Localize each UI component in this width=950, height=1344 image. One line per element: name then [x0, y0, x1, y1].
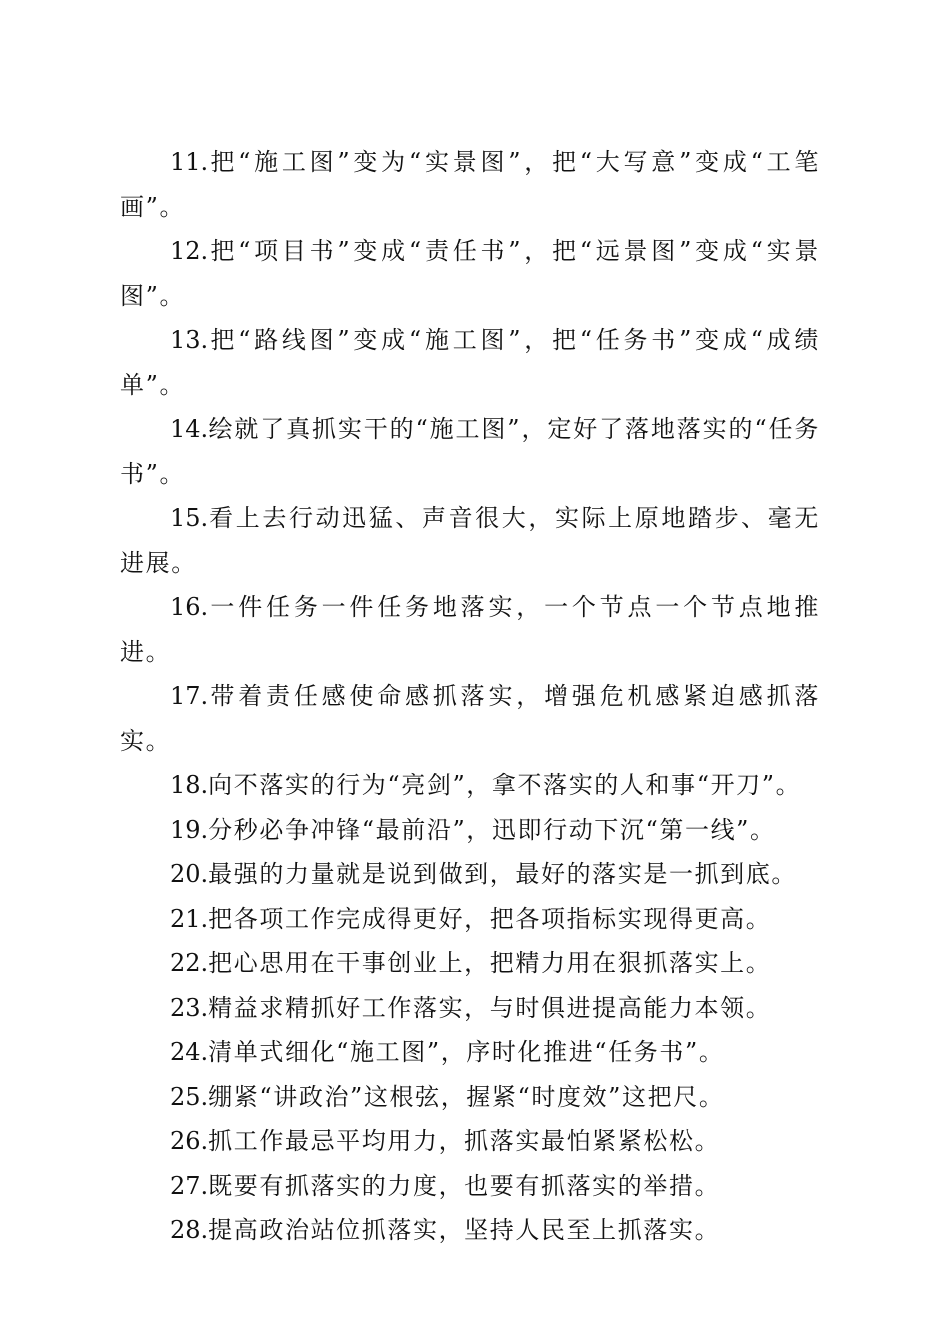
paragraph-number: 27.	[170, 1171, 209, 1200]
paragraph-text: 提高政治站位抓落实，坚持人民至上抓落实。	[208, 1216, 721, 1244]
paragraph-27	[120, 1164, 820, 1209]
paragraph-text: 向不落实的行为“亮剑”，拿不落实的人和事“开刀”。	[208, 771, 802, 799]
paragraph-number: 18.	[170, 771, 209, 799]
paragraph-16	[120, 585, 820, 674]
paragraph-21	[120, 897, 820, 942]
paragraph-15	[120, 496, 820, 585]
paragraph-number: 22.	[170, 949, 209, 977]
paragraph-text: 带着责任感使命感抓落实，增强危机感紧迫感抓落实。	[120, 682, 820, 755]
paragraph-number: 11.	[170, 148, 209, 176]
paragraph-number: 15.	[170, 504, 209, 532]
paragraph-text: 绘就了真抓实干的“施工图”，定好了落地落实的“任务书”。	[120, 415, 820, 488]
paragraph-number: 17.	[170, 682, 209, 710]
paragraph-number: 20.	[170, 860, 209, 888]
paragraph-number: 13.	[170, 326, 209, 354]
paragraph-14	[120, 407, 820, 496]
paragraph-25	[120, 1075, 820, 1120]
paragraph-text: 把“路线图”变成“施工图”，把“任务书”变成“成绩单”。	[120, 326, 820, 399]
paragraph-number: 26.	[170, 1127, 209, 1155]
paragraph-text: 看上去行动迅猛、声音很大，实际上原地踏步、毫无进展。	[120, 504, 820, 577]
paragraph-number: 24.	[170, 1038, 209, 1066]
paragraph-17	[120, 674, 820, 763]
paragraph-text: 绷紧“讲政治”这根弦，握紧“时度效”这把尺。	[208, 1082, 725, 1111]
paragraph-number: 14.	[170, 415, 209, 443]
paragraph-text: 一件任务一件任务地落实，一个节点一个节点地推进。	[120, 593, 820, 666]
paragraph-text: 把心思用在干事创业上，把精力用在狠抓落实上。	[208, 949, 772, 977]
paragraph-text: 最强的力量就是说到做到，最好的落实是一抓到底。	[208, 860, 797, 888]
paragraph-19	[120, 808, 820, 853]
paragraph-28	[120, 1208, 820, 1253]
paragraph-text: 把“项目书”变成“责任书”，把“远景图”变成“实景图”。	[120, 237, 820, 310]
paragraph-20	[120, 852, 820, 897]
paragraph-number: 16.	[170, 593, 209, 621]
document-body	[120, 140, 820, 1253]
paragraph-text: 把“施工图”变为“实景图”，把“大写意”变成“工笔画”。	[120, 148, 820, 221]
paragraph-23	[120, 986, 820, 1031]
paragraph-12	[120, 229, 820, 318]
paragraph-number: 21.	[170, 904, 209, 933]
paragraph-text: 清单式细化“施工图”，序时化推进“任务书”。	[208, 1038, 725, 1066]
paragraph-13	[120, 318, 820, 407]
paragraph-text: 精益求精抓好工作落实，与时俱进提高能力本领。	[208, 993, 772, 1022]
paragraph-text: 抓工作最忌平均用力，抓落实最怕紧紧松松。	[208, 1127, 721, 1155]
paragraph-number: 23.	[170, 993, 209, 1022]
paragraph-24	[120, 1030, 820, 1075]
paragraph-number: 28.	[170, 1216, 209, 1244]
paragraph-22	[120, 941, 820, 986]
paragraph-text: 分秒必争冲锋“最前沿”，迅即行动下沉“第一线”。	[208, 815, 776, 844]
paragraph-text: 把各项工作完成得更好，把各项指标实现得更高。	[208, 904, 772, 933]
paragraph-11	[120, 140, 820, 229]
paragraph-18	[120, 763, 820, 808]
paragraph-number: 25.	[170, 1082, 209, 1111]
paragraph-text: 既要有抓落实的力度，也要有抓落实的举措。	[208, 1171, 721, 1200]
paragraph-number: 12.	[170, 237, 209, 265]
paragraph-number: 19.	[170, 815, 209, 844]
paragraph-26	[120, 1119, 820, 1164]
